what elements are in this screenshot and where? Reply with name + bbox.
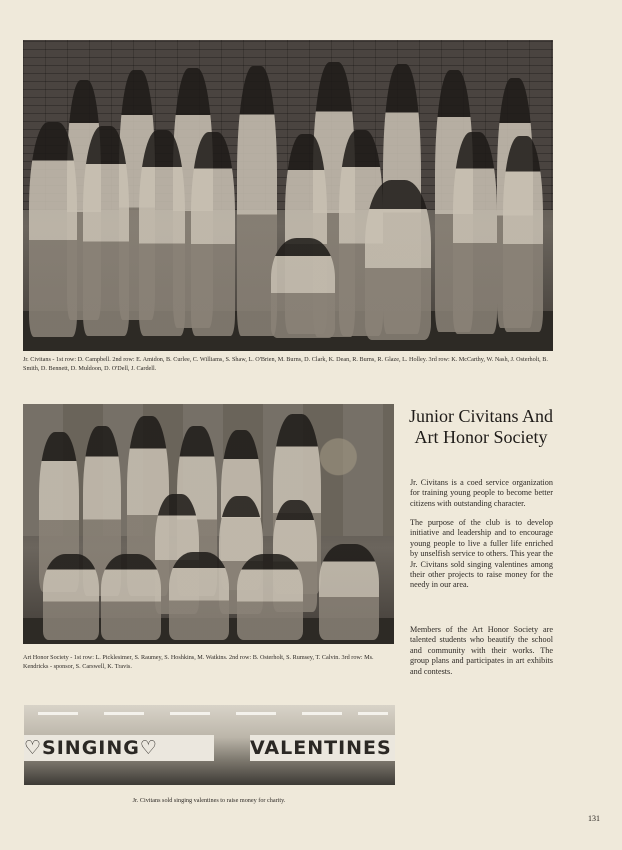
art-honor-society-photo	[23, 404, 394, 644]
banner-valentines: VALENTINES	[250, 735, 395, 761]
paragraph-3: Members of the Art Honor Society are talented students who beautify the school and community with their works. The group plans and participates in art exhibits and contests.	[410, 625, 553, 676]
paragraph-2: The purpose of the club is to develop initiative and leadership and to encourage young people to live a fuller life enriched by unselfish service to others. This year the Jr. Civitans sold singing valentines among their other projects to raise money for the needy in our area.	[410, 518, 553, 590]
section-heading: Junior Civitans And Art Honor Society	[408, 406, 553, 447]
jr-civitans-caption: Jr. Civitans - 1st row: D. Campbell. 2nd row: E. Amidon, B. Curlee, C. Williams, S. Shaw, L. O'Brien, M. Burns, D. Clark, K. Dean, R. Burns, R. Glaze, L. Holley. 3rd row: K. McCarthy, W. Nash, J. Osterholt, B. Smith, D. Bennett, D. Muldoon, D. O'Dell, J. Cardell.	[23, 356, 548, 372]
banner-singing: ♡SINGING♡	[24, 735, 214, 761]
singing-valentines-photo	[24, 705, 395, 785]
art-honor-society-caption: Art Honor Society - 1st row: L. Picklesimer, S. Raumey, S. Hoshkins, M. Watkins. 2nd row: B. Osterholt, S. Rumsey, T. Calvin. 3rd row: Ms. Kendricks - sponsor, S. Carswell, K. Travis.	[23, 654, 374, 670]
paragraph-1: Jr. Civitans is a coed service organization for training young people to become better citizens with outstanding character.	[410, 478, 553, 508]
jr-civitans-group-photo	[23, 40, 553, 351]
singing-valentines-caption: Jr. Civitans sold singing valentines to raise money for charity.	[132, 797, 286, 804]
page-number: 131	[588, 814, 600, 823]
